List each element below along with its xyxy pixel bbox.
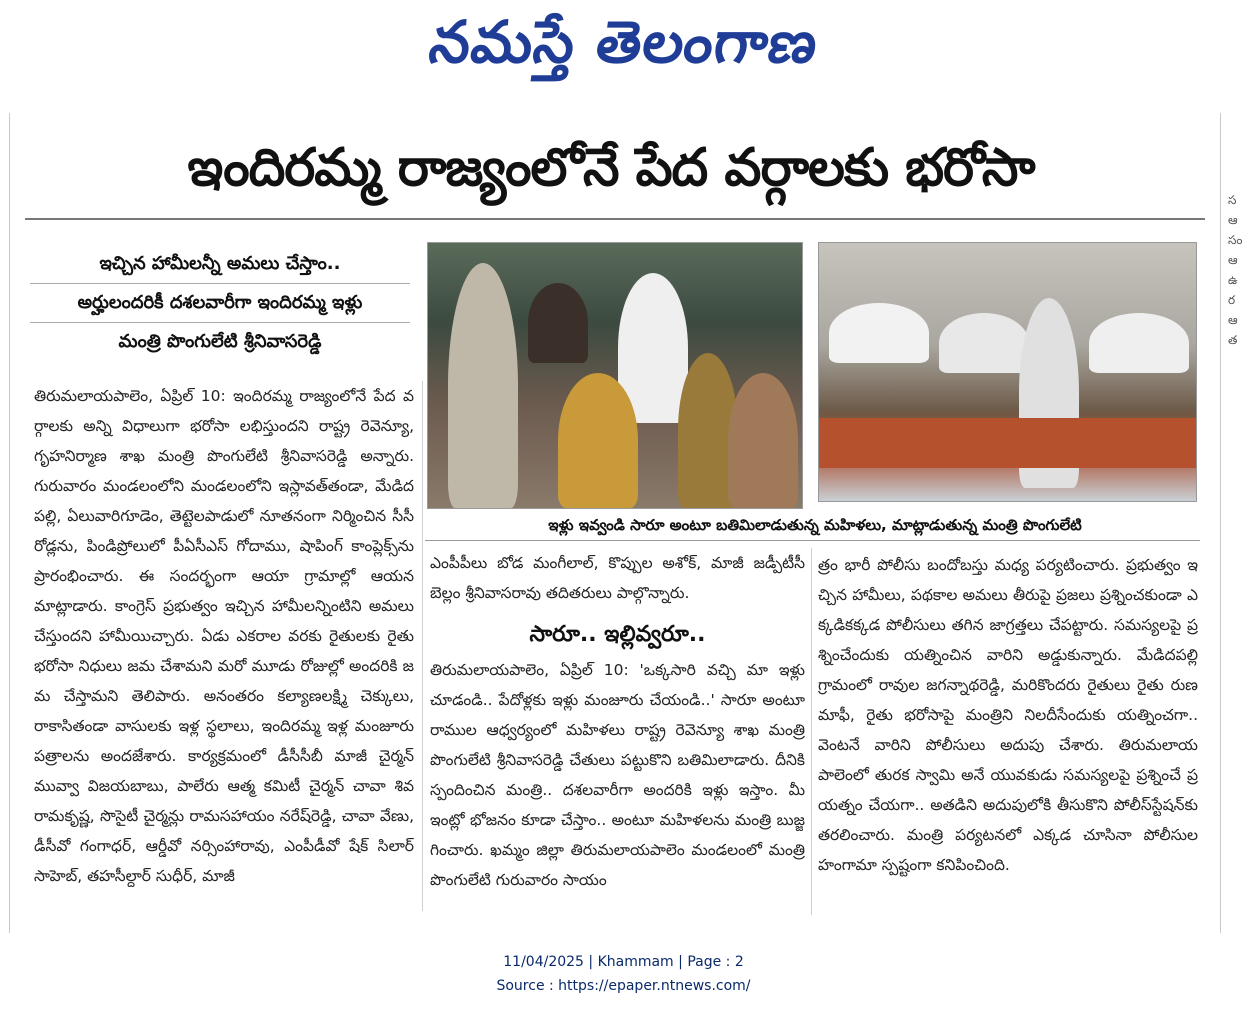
photo-figure-woman-3 — [728, 373, 798, 508]
page-footer — [0, 950, 1247, 998]
footer-source: Source : https://epaper.ntnews.com/ — [496, 978, 751, 994]
photo-figure-woman-1 — [558, 373, 638, 508]
column-3-text: త్రం భారీ పోలీసు బందోబస్తు మధ్య పర్యటించారు. ప్రభుత్వం ఇచ్చిన హామీలు, పథకాల అమలు తీరుపై ప్రజలు ప్రశ్నించకుండా ఎక్కడికక్కడ పోలీసులు తగిన జాగ్రత్తలు చేపట్టారు. సమస్యలపై ప్రశ్నించేందుకు యత్నించిన వారిని అడ్డుకున్నారు. మేడిదపల్లి గ్రామంలో రావుల జగన్నాథరెడ్డి, మరికొందరు రైతులు రైతు రుణమాఫీ, రైతు భరోసాపై మంత్రిని నిలదీసేందుకు యత్నించగా.. వెంటనే వారిని పోలీసులు అదుపు చేశారు. తిరుమలాయపాలెంలో తురక స్వామి అనే యువకుడు సమస్యలపై ప్రశ్నించే ప్రయత్నం చేయగా.. అతడిని అదుపులోకి తీసుకొని పోలీస్‌స్టేషన్‌కు తరలించారు. మంత్రి పర్యటనలో ఎక్కడ చూసినా పోలీసుల హంగామా స్పష్టంగా కనిపించింది. — [818, 556, 1198, 874]
column-2-text: తిరుమలాయపాలెం, ఏప్రిల్ 10: 'ఒక్కసారి వచ్చి మా ఇళ్లు చూడండి.. పేదోళ్లకు ఇళ్లు మంజూరు చేయండి..' సారూ అంటూ రాముల ఆధ్వర్యంలో మహిళలు రాష్ట్ర రెవెన్యూ శాఖ మంత్రి పొంగులేటి శ్రీనివాసరెడ్డి చేతులు పట్టుకొని బతిమిలాడారు. దీనికి స్పందించిన మంత్రి.. దశలవారీగా అందరికి ఇళ్లు ఇస్తాం. మీ ఇంట్లో భోజనం కూడా చేస్తాం.. అంటూ మహిళలను మంత్రి బుజ్జగించారు. ఖమ్మం జిల్లా తిరుమలాయపాలెం మండలంలో మంత్రి పొంగులేటి గురువారం సాయం — [430, 661, 805, 889]
article-column-2 — [430, 655, 805, 915]
newspaper-logo: నమస్తే తెలంగాణ — [424, 8, 823, 76]
masthead — [0, 0, 1247, 88]
article-column-3 — [818, 550, 1198, 915]
photo-minister-speaking — [818, 242, 1197, 502]
subdeck-line-2: అర్హులందరికీ దశలవారీగా ఇందిరమ్మ ఇళ్లు — [30, 284, 410, 323]
column-1-text: తిరుమలాయపాలెం, ఏప్రిల్ 10: ఇందిరమ్మ రాజ్యంలోనే పేద వర్గాలకు అన్ని విధాలుగా భరోసా లభిస్తుందని రాష్ట్ర రెవెన్యూ, గృహనిర్మాణ శాఖ మంత్రి పొంగులేటి శ్రీనివాసరెడ్డి అన్నారు. గురువారం మండలంలోని మండలంలోని ఇస్లావత్‌తండా, మేడిదపల్లి, ఏలువారిగూడెం, తెట్టెలపాడులో నూతనంగా నిర్మించిన సీసీ రోడ్లను, పిండిప్రోలులో పీఏసీఎస్ గోదాము, షాపింగ్ కాంప్లెక్స్‌ను ప్రారంభించారు. ఈ సందర్భంగా ఆయా గ్రామాల్లో ఆయన మాట్లాడారు. కాంగ్రెస్ ప్రభుత్వం ఇచ్చిన హామీలన్నింటిని అమలు చేస్తుందని హామీయిచ్చారు. ఏడు ఎకరాల వరకు రైతులకు రైతు భరోసా నిధులు జమ చేశామని మరో మూడు రోజుల్లో అందరికి జమ చేస్తామని తెలిపారు. అనంతరం కల్యాణలక్ష్మి చెక్కులు, రాకాసితండా వాసులకు ఇళ్ల స్థలాలు, ఇందిరమ్మ ఇళ్ల మంజూరు పత్రాలను అందజేశారు. కార్యక్రమంలో డీసీసీబీ మాజీ చైర్మన్ మువ్వా విజయబాబు, పాలేరు ఆత్మ కమిటీ చైర్మన్ చావా శివరామకృష్ణ, సొసైటీ చైర్మన్లు రామసహాయం నరేష్‌రెడ్డి, చావా వేణు, డీసీవో గంగాధర్, ఆర్డీవో నర్సింహారావు, ఎంపీడీవో షేక్ సిలార్ సాహెబ్, తహసీల్దార్ సుధీర్, మాజీ — [34, 387, 414, 885]
caption-divider — [425, 540, 1200, 541]
adjacent-column-fragment: స ఆ సం ఆ ఉ ర ఆ త — [1228, 193, 1243, 347]
subdeck-line-3: మంత్రి పొంగులేటి శ్రీనివాసరెడ్డి — [118, 331, 322, 352]
photo-table-cloth — [819, 418, 1196, 468]
article-subdeck — [30, 245, 410, 361]
column-divider — [422, 381, 423, 911]
photo-minister-with-women — [427, 242, 803, 509]
article-column-1 — [34, 381, 414, 911]
photo-figure-audience — [939, 313, 1029, 373]
photo-figure-crowd — [528, 283, 588, 363]
subdeck-line-1: ఇచ్చిన హామీలన్నీ అమలు చేస్తాం.. — [30, 245, 410, 284]
sub-article-headline: సారూ.. ఇల్లివ్వరూ.. — [529, 622, 706, 647]
column-divider — [811, 548, 812, 915]
article-column-2-continuation — [430, 548, 805, 610]
photo-figure-audience — [1089, 313, 1189, 373]
photo-figure-audience — [829, 303, 929, 363]
photo-figure-policeman — [448, 263, 518, 508]
column-2-top-text: ఎంపీపీలు బోడ మంగీలాల్, కొప్పుల అశోక్, మాజీ జడ్పీటీసీ బెల్లం శ్రీనివాసరావు తదితరులు పాల్గొన్నారు. — [430, 554, 805, 602]
footer-date-edition: 11/04/2025 | Khammam | Page : 2 — [503, 954, 744, 970]
headline-divider — [25, 218, 1205, 220]
photo-caption: ఇళ్లు ఇవ్వండి సారూ అంటూ బతిమిలాడుతున్న మహిళలు, మాట్లాడుతున్న మంత్రి పొంగులేటి — [548, 516, 1082, 534]
article-headline: ఇందిరమ్మ రాజ్యంలోనే పేద వర్గాలకు భరోసా — [187, 138, 1035, 198]
